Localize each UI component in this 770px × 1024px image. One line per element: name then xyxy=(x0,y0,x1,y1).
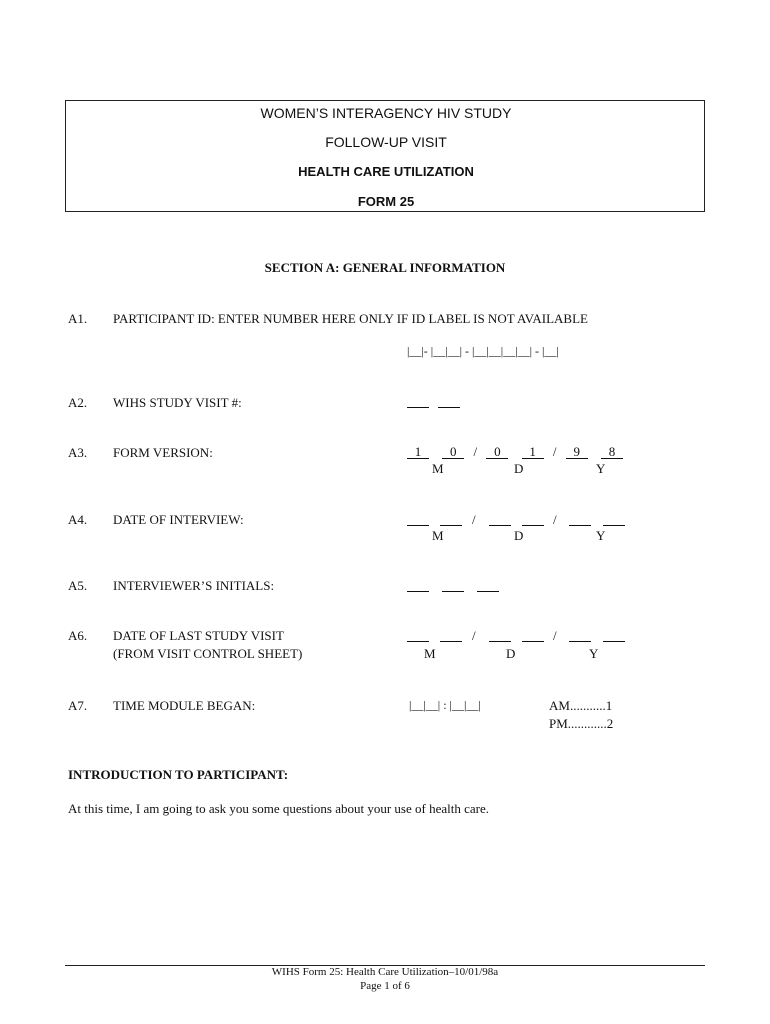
year-label: Y xyxy=(596,461,606,476)
study-title: WOMEN’S INTERAGENCY HIV STUDY xyxy=(260,105,512,121)
initials-blank-2[interactable] xyxy=(442,591,464,592)
last-visit-sublabel: (FROM VISIT CONTROL SHEET) xyxy=(113,646,303,661)
item-number-a7: A7. xyxy=(68,698,88,713)
item-number-a4: A4. xyxy=(68,512,88,527)
form-version-label: FORM VERSION: xyxy=(113,445,213,460)
date-slash: / xyxy=(553,628,557,643)
last-visit-month-blank-2[interactable] xyxy=(440,641,462,642)
item-number-a2: A2. xyxy=(68,395,88,410)
am-option[interactable]: AM...........1 xyxy=(549,698,613,713)
initials-label: INTERVIEWER’S INITIALS: xyxy=(113,578,275,593)
interview-day-blank-1[interactable] xyxy=(489,525,511,526)
form-header-box xyxy=(65,100,705,212)
month-label: M xyxy=(432,461,444,476)
interview-date-label: DATE OF INTERVIEW: xyxy=(113,512,244,527)
item-number-a1: A1. xyxy=(68,311,88,326)
form-version-digit: 9 xyxy=(566,445,588,459)
section-title: SECTION A: GENERAL INFORMATION xyxy=(264,260,506,275)
participant-id-field[interactable]: |__|- |__|__| - |__|__|__|__| - |__| xyxy=(407,344,559,358)
interview-year-blank-2[interactable] xyxy=(603,525,625,526)
interview-month-blank-2[interactable] xyxy=(440,525,462,526)
day-label: D xyxy=(514,461,524,476)
last-visit-day-blank-2[interactable] xyxy=(522,641,544,642)
month-label: M xyxy=(432,528,444,543)
last-visit-day-blank-1[interactable] xyxy=(489,641,511,642)
date-slash: / xyxy=(473,444,478,459)
form-title: HEALTH CARE UTILIZATION xyxy=(298,164,474,179)
study-visit-blank-2[interactable] xyxy=(438,407,460,408)
date-slash: / xyxy=(553,512,557,527)
form-version-digit: 0 xyxy=(442,445,464,459)
date-slash: / xyxy=(552,444,557,459)
item-number-a3: A3. xyxy=(68,445,88,460)
month-label: M xyxy=(424,646,436,661)
item-number-a6: A6. xyxy=(68,628,88,643)
form-version-digit: 1 xyxy=(522,445,544,459)
last-visit-month-blank-1[interactable] xyxy=(407,641,429,642)
initials-blank-1[interactable] xyxy=(407,591,429,592)
date-slash: / xyxy=(472,628,476,643)
study-visit-blank-1[interactable] xyxy=(407,407,429,408)
interview-year-blank-1[interactable] xyxy=(569,525,591,526)
last-visit-year-blank-2[interactable] xyxy=(603,641,625,642)
form-version-digit: 1 xyxy=(407,445,429,459)
intro-heading: INTRODUCTION TO PARTICIPANT: xyxy=(68,767,289,782)
participant-id-label: PARTICIPANT ID: ENTER NUMBER HERE ONLY IF ID LABEL IS NOT AVAILABLE xyxy=(113,311,588,326)
form-version-digit: 0 xyxy=(486,445,508,459)
time-began-label: TIME MODULE BEGAN: xyxy=(113,698,256,713)
initials-blank-3[interactable] xyxy=(477,591,499,592)
item-number-a5: A5. xyxy=(68,578,88,593)
form-version-digit: 8 xyxy=(601,445,623,459)
footer-form-ref: WIHS Form 25: Health Care Utilization–10/01/98a xyxy=(271,966,499,978)
last-visit-label: DATE OF LAST STUDY VISIT xyxy=(113,628,284,643)
date-slash: / xyxy=(472,512,476,527)
year-label: Y xyxy=(589,646,599,661)
day-label: D xyxy=(506,646,516,661)
form-version-value xyxy=(407,444,623,460)
intro-text: At this time, I am going to ask you some questions about your use of health care. xyxy=(68,801,489,816)
day-label: D xyxy=(514,528,524,543)
interview-day-blank-2[interactable] xyxy=(522,525,544,526)
pm-option[interactable]: PM............2 xyxy=(549,716,614,731)
visit-type: FOLLOW-UP VISIT xyxy=(325,134,447,150)
last-visit-year-blank-1[interactable] xyxy=(569,641,591,642)
page-number: Page 1 of 6 xyxy=(360,980,410,992)
time-field[interactable]: |__|__| : |__|__| xyxy=(409,698,481,712)
interview-month-blank-1[interactable] xyxy=(407,525,429,526)
form-number: FORM 25 xyxy=(357,194,415,209)
study-visit-label: WIHS STUDY VISIT #: xyxy=(113,395,242,410)
year-label: Y xyxy=(596,528,606,543)
